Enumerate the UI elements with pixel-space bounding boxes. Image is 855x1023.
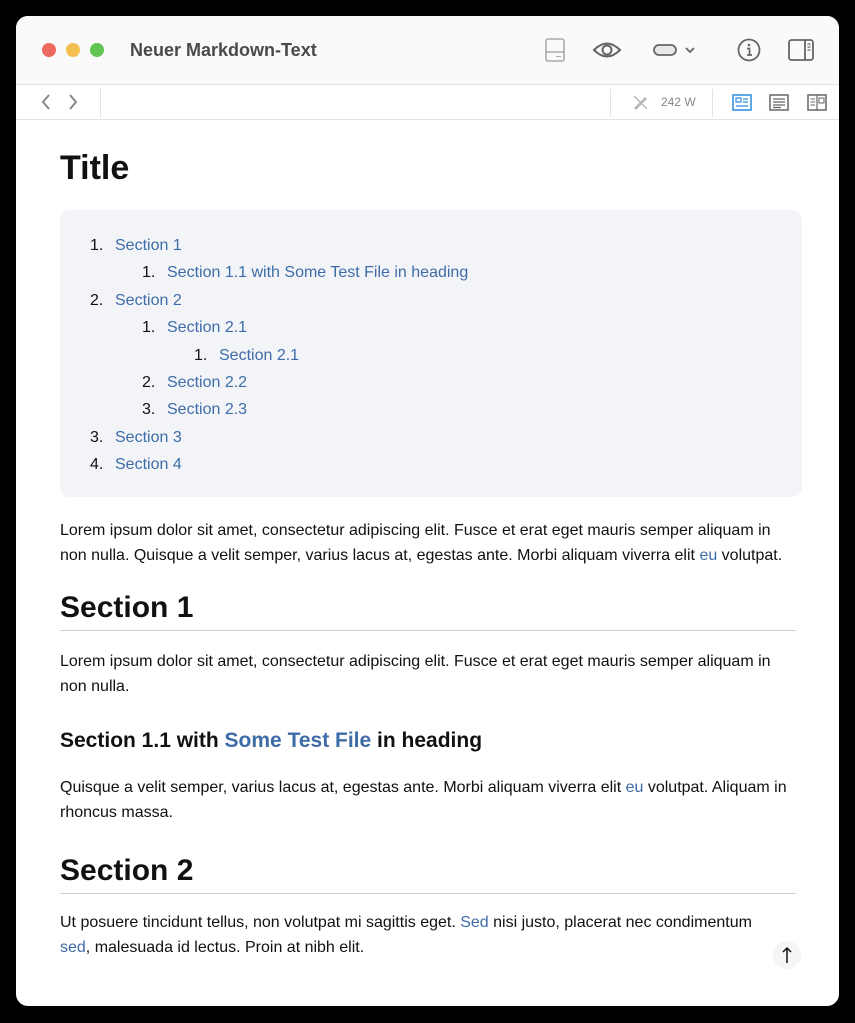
inline-link[interactable]: Sed	[460, 913, 489, 931]
inline-link[interactable]: eu	[699, 546, 718, 564]
toc-link-section-1[interactable]: Section 1	[115, 237, 182, 254]
eye-icon	[592, 41, 622, 59]
section-1-paragraph: Lorem ipsum dolor sit amet, consectetur adipiscing elit. Fusce et erat eget mauris semper aliquam in non nulla.	[60, 652, 771, 695]
inline-link[interactable]: sed	[60, 938, 86, 956]
close-button[interactable]	[42, 43, 56, 57]
secondary-toolbar	[16, 84, 839, 120]
table-of-contents	[60, 210, 802, 497]
toc-link-section-2-1-nested[interactable]: Section 2.1	[219, 346, 300, 364]
toc-item: 1. Section 2.1	[142, 319, 248, 337]
section-1-1-heading: Section 1.1 with Some Test File in heading	[60, 728, 483, 752]
chevron-left-icon	[40, 93, 52, 111]
toc-item: 2. Section 2.2	[142, 374, 248, 392]
document-title: Title	[60, 149, 130, 187]
toc-link-section-3[interactable]: Section 3	[115, 428, 182, 446]
chevron-right-icon	[67, 93, 79, 111]
toc-link-section-2[interactable]: Section 2	[115, 291, 182, 309]
section-2-paragraph: Ut posuere tincidunt tellus, non volutpat mi sagittis eget. Sed nisi justo, placerat nec condimentum sed, malesuada id lectus. Proin at nibh elit.	[60, 913, 752, 956]
toc-item: 1. Section 1.1 with Some Test File in heading	[142, 264, 469, 282]
arrow-up-icon	[781, 946, 793, 964]
view-preview-button[interactable]	[732, 94, 752, 116]
info-button[interactable]	[736, 36, 762, 64]
intro-paragraph: Lorem ipsum dolor sit amet, consectetur adipiscing elit. Fusce et erat eget mauris semper aliquam in non nulla. Quisque a velit semper, varius lacus at, egestas ante. Morbi aliquam viverra elit eu volutpat.	[60, 521, 783, 564]
style-dropdown-button[interactable]	[652, 36, 700, 64]
forward-button[interactable]	[63, 91, 83, 113]
document-preview	[16, 121, 839, 1006]
toc-item: 2. Section 2	[90, 291, 182, 309]
word-count[interactable]: 242 W	[661, 95, 696, 109]
titlebar	[16, 16, 839, 84]
separator	[712, 89, 713, 117]
view-text-button[interactable]	[769, 94, 789, 116]
sidebar-icon	[788, 39, 814, 61]
back-button[interactable]	[36, 91, 56, 113]
toc-link-section-2-1[interactable]: Section 2.1	[167, 319, 248, 337]
toc-link-section-2-2[interactable]: Section 2.2	[167, 374, 248, 392]
toc-item: 1. Section 1	[90, 237, 182, 254]
toc-item: 1. Section 2.1	[194, 346, 300, 364]
toc-item: 3. Section 2.3	[142, 401, 248, 419]
toc-link-section-4[interactable]: Section 4	[115, 456, 182, 474]
section-1-heading: Section 1	[60, 590, 796, 631]
preview-toggle-button[interactable]	[591, 36, 623, 64]
separator	[100, 89, 101, 117]
traffic-lights	[42, 43, 104, 57]
toc-item: 3. Section 3	[90, 428, 182, 446]
toc-link-section-1-1[interactable]: Section 1.1 with Some Test File in heading	[167, 264, 469, 282]
separator	[610, 89, 611, 117]
sidebar-toggle-button[interactable]	[787, 36, 815, 64]
split-mode-icon	[807, 94, 827, 111]
inline-link[interactable]: eu	[625, 778, 644, 796]
app-window	[16, 16, 839, 1006]
preview-mode-icon	[732, 94, 752, 111]
toggle-dropdown-icon	[653, 43, 699, 57]
view-split-button[interactable]	[807, 94, 827, 116]
section-1-1-paragraph: Quisque a velit semper, varius lacus at, egestas ante. Morbi aliquam viverra elit eu volutpat. Aliquam in rhoncus massa.	[60, 778, 787, 821]
zoom-button[interactable]	[90, 43, 104, 57]
pen-off-icon	[632, 94, 649, 111]
heading-link[interactable]: Some Test File	[224, 728, 372, 752]
scroll-to-top-button[interactable]	[773, 941, 801, 969]
drive-button[interactable]	[544, 36, 566, 64]
drive-icon	[545, 38, 565, 62]
text-mode-icon	[769, 94, 789, 111]
toc-item: 4. Section 4	[90, 456, 182, 474]
toc-link-section-2-3[interactable]: Section 2.3	[167, 401, 248, 419]
info-icon	[737, 38, 761, 62]
minimize-button[interactable]	[66, 43, 80, 57]
section-2-heading: Section 2	[60, 853, 796, 894]
window-title: Neuer Markdown-Text	[130, 39, 317, 60]
typewriter-mode-button[interactable]	[632, 94, 649, 116]
